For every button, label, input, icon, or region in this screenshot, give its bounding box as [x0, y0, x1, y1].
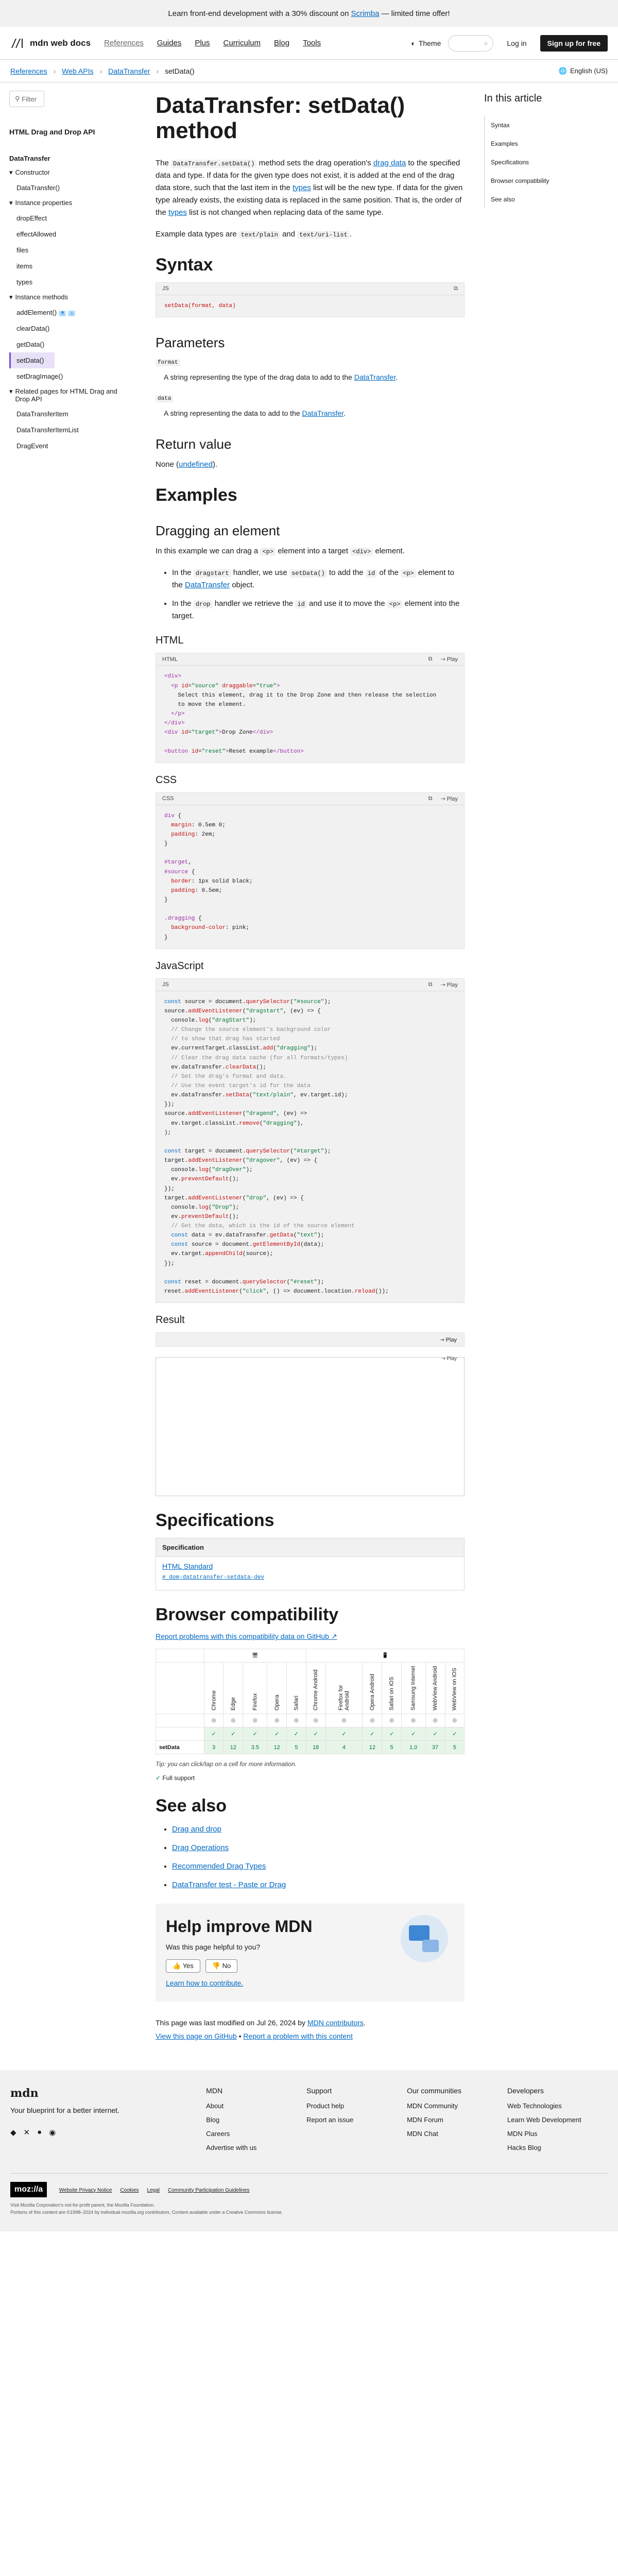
compat-browser-name: Opera [267, 1663, 287, 1714]
compat-browser-name: Firefox for Android [325, 1663, 363, 1714]
compat-cell[interactable]: 18 [306, 1741, 325, 1754]
theme-label: Theme [418, 39, 441, 47]
footer-col-developers: Developers Web Technologies Learn Web Development MDN Plus Hacks Blog [507, 2087, 608, 2158]
social-links [10, 2128, 206, 2137]
footer [0, 2070, 618, 2232]
text: In this example we can drag a [156, 547, 259, 556]
theme-switcher[interactable] [411, 39, 441, 47]
browser-icon: ◎ [401, 1714, 425, 1727]
feedback-illustration-icon [400, 1914, 449, 1963]
link-datatransfer[interactable]: DataTransfer [302, 409, 344, 418]
footer-link[interactable]: MDN Chat [407, 2129, 438, 2138]
group-label: Instance methods [15, 293, 68, 301]
compat-legend [156, 1774, 465, 1782]
desktop-icon: 🖥 [204, 1649, 306, 1663]
code-lang: CSS [162, 795, 174, 802]
nav-tools[interactable]: Tools [303, 39, 321, 47]
code-lang: JS [162, 981, 169, 988]
param-desc: A string representing the data to add to the [164, 409, 300, 418]
param-format: format A string representing the type of the drag data to add to the DataTransfer. [156, 357, 465, 383]
footer-tagline: Your blueprint for a better internet. [10, 2106, 119, 2114]
nav-curriculum[interactable]: Curriculum [223, 39, 261, 47]
sidebar-filter[interactable] [9, 91, 44, 107]
heading-html: HTML [156, 635, 184, 647]
chevron-down-icon: ▾ [9, 199, 13, 207]
sidebar-group-props[interactable] [9, 196, 129, 210]
text: None ( [156, 460, 179, 469]
copy-icon[interactable]: ⧉ [454, 285, 458, 292]
footer-link[interactable]: Report an issue [306, 2115, 354, 2124]
compat-row-name[interactable]: setData [156, 1741, 204, 1754]
list-item [172, 1842, 465, 1854]
group-label: Instance properties [15, 199, 73, 207]
footer-link[interactable]: Advertise with us [206, 2143, 257, 2151]
globe-icon: 🌐 [558, 66, 568, 75]
github-icon[interactable]: ● [37, 2127, 42, 2137]
feedback-yes-button[interactable]: 👍 Yes [166, 1959, 200, 1973]
heading-examples: Examples [156, 485, 237, 505]
check-icon: ✓ [425, 1727, 445, 1741]
browser-icon: ◎ [425, 1714, 445, 1727]
example-types: Example data types are text/plain and text/uri-list . [156, 229, 352, 239]
footer-link[interactable]: Learn Web Development [507, 2115, 581, 2124]
code-block-html [156, 653, 465, 762]
check-icon: ✓ [325, 1727, 363, 1741]
promo-link[interactable]: Scrimba [351, 9, 380, 18]
sidebar-group-methods[interactable] [9, 290, 129, 304]
mastodon-icon[interactable]: ◆ [10, 2128, 16, 2137]
toc-item-see-also[interactable]: See also [484, 190, 597, 209]
drag-intro [156, 545, 465, 557]
feedback-question: Was this page helpful to you? [166, 1943, 261, 1952]
inline-code: <div> [350, 548, 373, 556]
play-button[interactable]: ⇢ Play [439, 1336, 457, 1343]
text: ). [212, 460, 218, 469]
page-body [0, 82, 618, 2044]
report-link[interactable]: Report a problem with this content [243, 2032, 353, 2041]
toc-item-syntax[interactable]: Syntax [484, 116, 597, 134]
sidebar-item-datatransferitemlist[interactable]: DataTransferItemList [16, 426, 79, 434]
text: method sets the drag operation's [259, 158, 371, 167]
list-item [172, 1823, 465, 1836]
footer-link[interactable]: About [206, 2102, 224, 2110]
search-icon: ⌕ [484, 39, 488, 47]
mozilla-logo[interactable]: moz://a [10, 2182, 47, 2197]
chevron-down-icon: ▾ [9, 293, 13, 301]
see-also-link[interactable]: DataTransfer test - Paste or Drag [172, 1880, 286, 1890]
crumb-current: setData() [165, 66, 195, 75]
group-label: Related pages for HTML Drag and Drop API [15, 387, 117, 403]
see-also-link[interactable]: Recommended Drag Types [172, 1862, 266, 1871]
legal-link[interactable]: Website Privacy Notice [59, 2187, 112, 2193]
sidebar-item-setdata[interactable]: setData() [9, 352, 55, 368]
compat-browser-name: WebView on iOS [445, 1663, 464, 1714]
play-button[interactable]: ⇢ Play [440, 656, 458, 663]
contribute-link[interactable]: Learn how to contribute. [166, 1978, 244, 1987]
see-also-list [156, 1823, 465, 1891]
search-input[interactable] [448, 35, 493, 52]
mdn-logo[interactable] [10, 38, 91, 49]
spec-anchor-link[interactable]: # dom-datatransfer-setdata-dev [162, 1574, 265, 1581]
nav-blog[interactable]: Blog [274, 39, 290, 47]
toc-item-compat[interactable]: Browser compatibility [484, 172, 597, 190]
compat-browser-name: Safari [287, 1663, 306, 1714]
compat-browser-name: Chrome [204, 1663, 224, 1714]
see-also-link[interactable]: Drag Operations [172, 1843, 229, 1853]
check-icon: ✓ [363, 1727, 382, 1741]
code-lang: HTML [162, 656, 178, 663]
heading-result: Result [156, 1314, 185, 1326]
table-of-contents [484, 93, 597, 209]
link-datatransfer[interactable]: DataTransfer [354, 372, 396, 381]
compat-browser-name: Opera Android [363, 1663, 382, 1714]
text: list is not changed when replacing data of the same type. [189, 208, 384, 217]
nav-guides[interactable]: Guides [157, 39, 182, 47]
sidebar-section[interactable]: DataTransfer [9, 155, 50, 162]
toc-item-specifications[interactable]: Specifications [484, 153, 597, 172]
crumb-datatransfer[interactable]: DataTransfer [108, 66, 150, 75]
sidebar-item-getdata[interactable]: getData() [16, 341, 45, 348]
heading-dragging: Dragging an element [156, 523, 280, 539]
compat-cell[interactable]: 12 [224, 1741, 243, 1754]
syntax-code: setData(format, data) [164, 302, 236, 309]
footer-col-support: Support Product help Report an issue [306, 2087, 407, 2158]
browser-icon: ◎ [243, 1714, 267, 1727]
feedback-box [156, 1904, 465, 2001]
compat-browser-name: Chrome Android [306, 1663, 325, 1714]
last-modified: This page was last modified on Jul 26, 2024 by MDN contributors. [156, 2018, 366, 2027]
inline-code: text/uri-list [297, 231, 350, 239]
list-item: • In the drop handler we retrieve the id and use it to move the <p> element into the target. [172, 598, 465, 622]
footer-link[interactable]: Product help [306, 2102, 345, 2110]
compat-cell[interactable]: 12 [267, 1741, 287, 1754]
compat-cell[interactable]: 3.5 [243, 1741, 267, 1754]
compat-cell[interactable]: 5 [382, 1741, 401, 1754]
footer-col-mdn: MDN About Blog Careers Advertise with us [206, 2087, 306, 2158]
compat-tip: Tip: you can click/tap on a cell for more information. [156, 1760, 297, 1768]
compat-browser-name: Samsung Internet [401, 1663, 425, 1714]
language-label: English (US) [570, 67, 608, 75]
check-icon: ✓ [156, 1774, 161, 1782]
compat-cell[interactable]: 37 [425, 1741, 445, 1754]
result-frame[interactable] [156, 1357, 465, 1496]
link-datatransfer[interactable]: DataTransfer [185, 581, 230, 590]
heading-css: CSS [156, 774, 177, 786]
copy-icon[interactable]: ⧉ [428, 656, 433, 663]
footer-fine-print-1: Visit Mozilla Corporation's not-for-profit parent, the Mozilla Foundation. [10, 2202, 155, 2208]
compat-table [156, 1649, 465, 1754]
list-item [172, 1860, 465, 1873]
compat-report-link[interactable]: Report problems with this compatibility data on GitHub ↗ [156, 1632, 337, 1641]
experimental-icon: ⚗ [59, 311, 66, 316]
sidebar [0, 82, 139, 2044]
sidebar-item-setdragimage[interactable]: setDragImage() [16, 372, 63, 380]
nav-plus[interactable]: Plus [195, 39, 210, 47]
sidebar-item-files[interactable]: files [16, 246, 29, 254]
compat-browser-row [156, 1663, 465, 1714]
compat-cell[interactable]: 3 [204, 1741, 224, 1754]
code-lang: JS [162, 285, 169, 292]
check-icon: ✓ [267, 1727, 287, 1741]
heading-parameters: Parameters [156, 334, 225, 350]
breadcrumb: References › Web APIs › DataTransfer › setData() 🌐 English (US) [0, 60, 618, 82]
browser-icon: ◎ [445, 1714, 464, 1727]
sidebar-item-dragevent[interactable]: DragEvent [16, 442, 48, 450]
footer-link[interactable]: Blog [206, 2115, 220, 2124]
source-links: View this page on GitHub • Report a problem with this content [156, 2032, 353, 2041]
footer-fine-print-2: Portions of this content are ©1998–2024 by individual mozilla.org contributors. Content available under a Creative Commons license. [10, 2209, 283, 2215]
theme-icon: ◐ [411, 39, 416, 47]
footer-link[interactable]: MDN Forum [407, 2115, 443, 2124]
footer-link[interactable]: Web Technologies [507, 2102, 562, 2110]
sidebar-group-constructor[interactable] [9, 165, 129, 180]
css-code: div { margin: 0.5em 0; padding: 2em; } #target, #source { border: 1px solid black; padding: 0.5em; } .dragging { background-color: pink; } [164, 812, 253, 941]
language-selector[interactable] [559, 67, 608, 75]
rss-icon[interactable]: ◉ [49, 2128, 56, 2137]
play-button[interactable]: ⇢ Play [440, 981, 458, 988]
feedback-title: Help improve MDN [166, 1917, 313, 1936]
spec-table-header: Specification [156, 1538, 464, 1557]
feedback-no-button[interactable]: 👎 No [205, 1959, 237, 1973]
spec-link[interactable]: HTML Standard [162, 1562, 213, 1571]
compat-browser-name: Edge [224, 1663, 243, 1714]
js-code: const source = document.querySelector("#source"); source.addEventListener("dragstart", (ev) => { console.log("dragStart"); // Change the source element's background color // to show that drag has started ev.currentTarget.classList.add("dragging"); // Clear the drag data cache (for all formats/types) ev.dataTransfer.clearData(); // Set the drag's format and data. // Use the event target's id for the data ev.dataTransfer.setData("text/plain", ev.target.id); }); source.addEventListener("dragend", (ev) => ev.target.classList.remove("dragging"), ); const target = document.querySelector("#target"); target.addEventListener("dragover", (ev) => { console.log("dragOver"); ev.preventDefault(); }); target.addEventListener("drop", (ev) => { console.log("Drop"); ev.preventDefault(); // Get the data, which is the id of the source element const data = ev.dataTransfer.getData("text"); const source = document.getElementById(data); ev.target.appendChild(source); }); const reset = document.querySelector("#reset"); reset.addEventListener("click", () => document.location.reload()); [164, 998, 389, 1295]
browser-icon: ◎ [267, 1714, 287, 1727]
browser-icon: ◎ [204, 1714, 224, 1727]
text: and [282, 229, 295, 239]
logo-text: mdn web docs [30, 38, 91, 48]
code-block-js [156, 978, 465, 1303]
toc-title: In this article [484, 93, 542, 104]
crumb-references[interactable]: References [10, 66, 47, 75]
filter-icon: ⚲ [15, 95, 20, 103]
page-title: DataTransfer: setData() method [156, 93, 405, 144]
sidebar-item-dropeffect[interactable]: dropEffect [16, 214, 47, 222]
mdn-logo-icon [10, 38, 28, 49]
sidebar-group-related[interactable] [9, 384, 129, 406]
compat-cell[interactable]: 5 [287, 1741, 306, 1754]
legal-link[interactable]: Community Participation Guidelines [168, 2187, 250, 2193]
nonstandard-icon: ⚠ [68, 311, 75, 316]
result-playbar [156, 1332, 465, 1347]
heading-compat: Browser compatibility [156, 1605, 339, 1625]
chevron-down-icon: ▾ [9, 168, 13, 176]
mobile-icon: 📱 [306, 1649, 464, 1663]
heading-syntax: Syntax [156, 255, 213, 275]
signup-button[interactable]: Sign up for free [540, 35, 608, 52]
return-text [156, 459, 465, 471]
link-undefined[interactable]: undefined [179, 460, 213, 469]
play-button[interactable]: ⇢ Play [441, 1356, 457, 1362]
text: list will be the new type. If data for the given type already exists, the existing data is replaced in the same position. That is, the order of the [156, 183, 463, 217]
compat-version-row [156, 1741, 465, 1754]
html-code: <div> <p id="source" draggable="true"> Select this element, drag it to the Drop Zone and then release the selection to move the element. </p> </div> <div id="target">Drop Zone</div> <button id="reset">Reset example</button> [164, 673, 437, 755]
spec-table [156, 1538, 465, 1590]
compat-browser-name: Safari on iOS [382, 1663, 401, 1714]
param-data: data A string representing the data to add to the DataTransfer. [156, 393, 465, 419]
check-icon: ✓ [204, 1727, 224, 1741]
footer-link[interactable]: Careers [206, 2129, 230, 2138]
filter-label: Filter [22, 95, 37, 103]
browser-icon: ◎ [363, 1714, 382, 1727]
sidebar-item-datatransferitem[interactable]: DataTransferItem [16, 410, 68, 418]
compat-cell[interactable]: 1.0 [401, 1741, 425, 1754]
sidebar-item-label: addElement() [16, 309, 57, 316]
browser-icon: ◎ [306, 1714, 325, 1727]
check-icon: ✓ [401, 1727, 425, 1741]
check-icon: ✓ [224, 1727, 243, 1741]
nav-references[interactable]: References [104, 39, 144, 47]
sidebar-item-effectallowed[interactable]: effectAllowed [16, 230, 57, 238]
compat-device-row [156, 1649, 465, 1663]
promo-banner [0, 0, 618, 27]
check-icon: ✓ [306, 1727, 325, 1741]
heading-see-also: See also [156, 1796, 227, 1816]
compat-cell[interactable]: 12 [363, 1741, 382, 1754]
compat-icon-row [156, 1714, 465, 1727]
footer-link[interactable]: MDN Plus [507, 2129, 538, 2138]
sidebar-item-types[interactable]: types [16, 278, 33, 286]
code-block-css [156, 792, 465, 949]
check-icon: ✓ [243, 1727, 267, 1741]
text: element. [375, 547, 405, 556]
check-icon: ✓ [382, 1727, 401, 1741]
code-block-syntax [156, 282, 465, 317]
sidebar-item-addelement[interactable] [9, 304, 129, 320]
legal-link[interactable]: Legal [147, 2187, 160, 2193]
inline-code: <p> [260, 548, 276, 556]
play-button[interactable]: ⇢ Play [440, 795, 458, 802]
top-navigation [0, 27, 618, 60]
toc-item-examples[interactable]: Examples [484, 134, 597, 153]
heading-specifications: Specifications [156, 1511, 274, 1531]
github-link[interactable]: View this page on GitHub [156, 2032, 237, 2041]
compat-check-row [156, 1727, 465, 1741]
link-types[interactable]: types [292, 183, 311, 192]
heading-return: Return value [156, 436, 232, 452]
param-name: format [156, 359, 180, 366]
sidebar-title[interactable]: HTML Drag and Drop API [9, 128, 95, 136]
text: element into a target [278, 547, 348, 556]
promo-suffix: — limited time offer! [381, 9, 450, 18]
legend-label: Full support [162, 1774, 195, 1782]
compat-cell[interactable]: 5 [445, 1741, 464, 1754]
list-item [172, 1879, 465, 1891]
param-desc: A string representing the type of the drag data to add to the [164, 372, 352, 381]
footer-logo[interactable]: mdn [10, 2086, 39, 2100]
login-button[interactable]: Log in [507, 39, 527, 47]
text: The [156, 158, 169, 167]
copy-icon[interactable]: ⧉ [428, 981, 433, 988]
browser-icon: ◎ [287, 1714, 306, 1727]
legal-links [59, 2188, 250, 2193]
see-also-link[interactable]: Drag and drop [172, 1825, 221, 1834]
drag-steps [156, 567, 465, 622]
link-drag-data[interactable]: drag data [373, 158, 406, 167]
group-label: Constructor [15, 168, 50, 176]
legal-link[interactable]: Cookies [120, 2187, 139, 2193]
sidebar-item-cleardata[interactable]: clearData() [16, 325, 50, 332]
inline-code: text/plain [239, 231, 280, 239]
text: to the specified data and type. If data for the given type does not exist, it is added at the end of the drag data store, such that the last item in the [156, 158, 460, 192]
check-icon: ✓ [287, 1727, 306, 1741]
footer-col-communities: Our communities MDN Community MDN Forum MDN Chat [407, 2087, 507, 2158]
list-item: • In the dragstart handler, we use setData() to add the id of the <p> element to the DataTransfer object. [172, 567, 465, 591]
intro-paragraph [156, 157, 465, 219]
check-icon: ✓ [445, 1727, 464, 1741]
compat-cell[interactable]: 4 [325, 1741, 363, 1754]
contributors-link[interactable]: MDN contributors [307, 2018, 364, 2027]
sidebar-item-items[interactable]: items [16, 262, 33, 270]
footer-link[interactable]: MDN Community [407, 2102, 458, 2110]
sidebar-item-constructor[interactable]: DataTransfer() [16, 184, 60, 192]
compat-browser-name: WebView Android [425, 1663, 445, 1714]
inline-code: DataTransfer.setData() [171, 160, 256, 168]
heading-js: JavaScript [156, 960, 204, 972]
crumb-webapis[interactable]: Web APIs [62, 66, 94, 75]
browser-icon: ◎ [325, 1714, 363, 1727]
promo-text: Learn front-end development with a 30% discount on [168, 9, 349, 18]
chevron-down-icon: ▾ [9, 387, 13, 395]
text: Example data types are [156, 229, 237, 239]
compat-browser-name: Firefox [243, 1663, 267, 1714]
param-name: data [156, 395, 173, 402]
x-icon[interactable]: ✕ [23, 2128, 30, 2137]
copy-icon[interactable]: ⧉ [428, 795, 433, 802]
footer-link[interactable]: Hacks Blog [507, 2143, 541, 2151]
browser-icon: ◎ [382, 1714, 401, 1727]
main-content [156, 82, 465, 2044]
browser-icon: ◎ [224, 1714, 243, 1727]
link-types-2[interactable]: types [168, 208, 187, 217]
